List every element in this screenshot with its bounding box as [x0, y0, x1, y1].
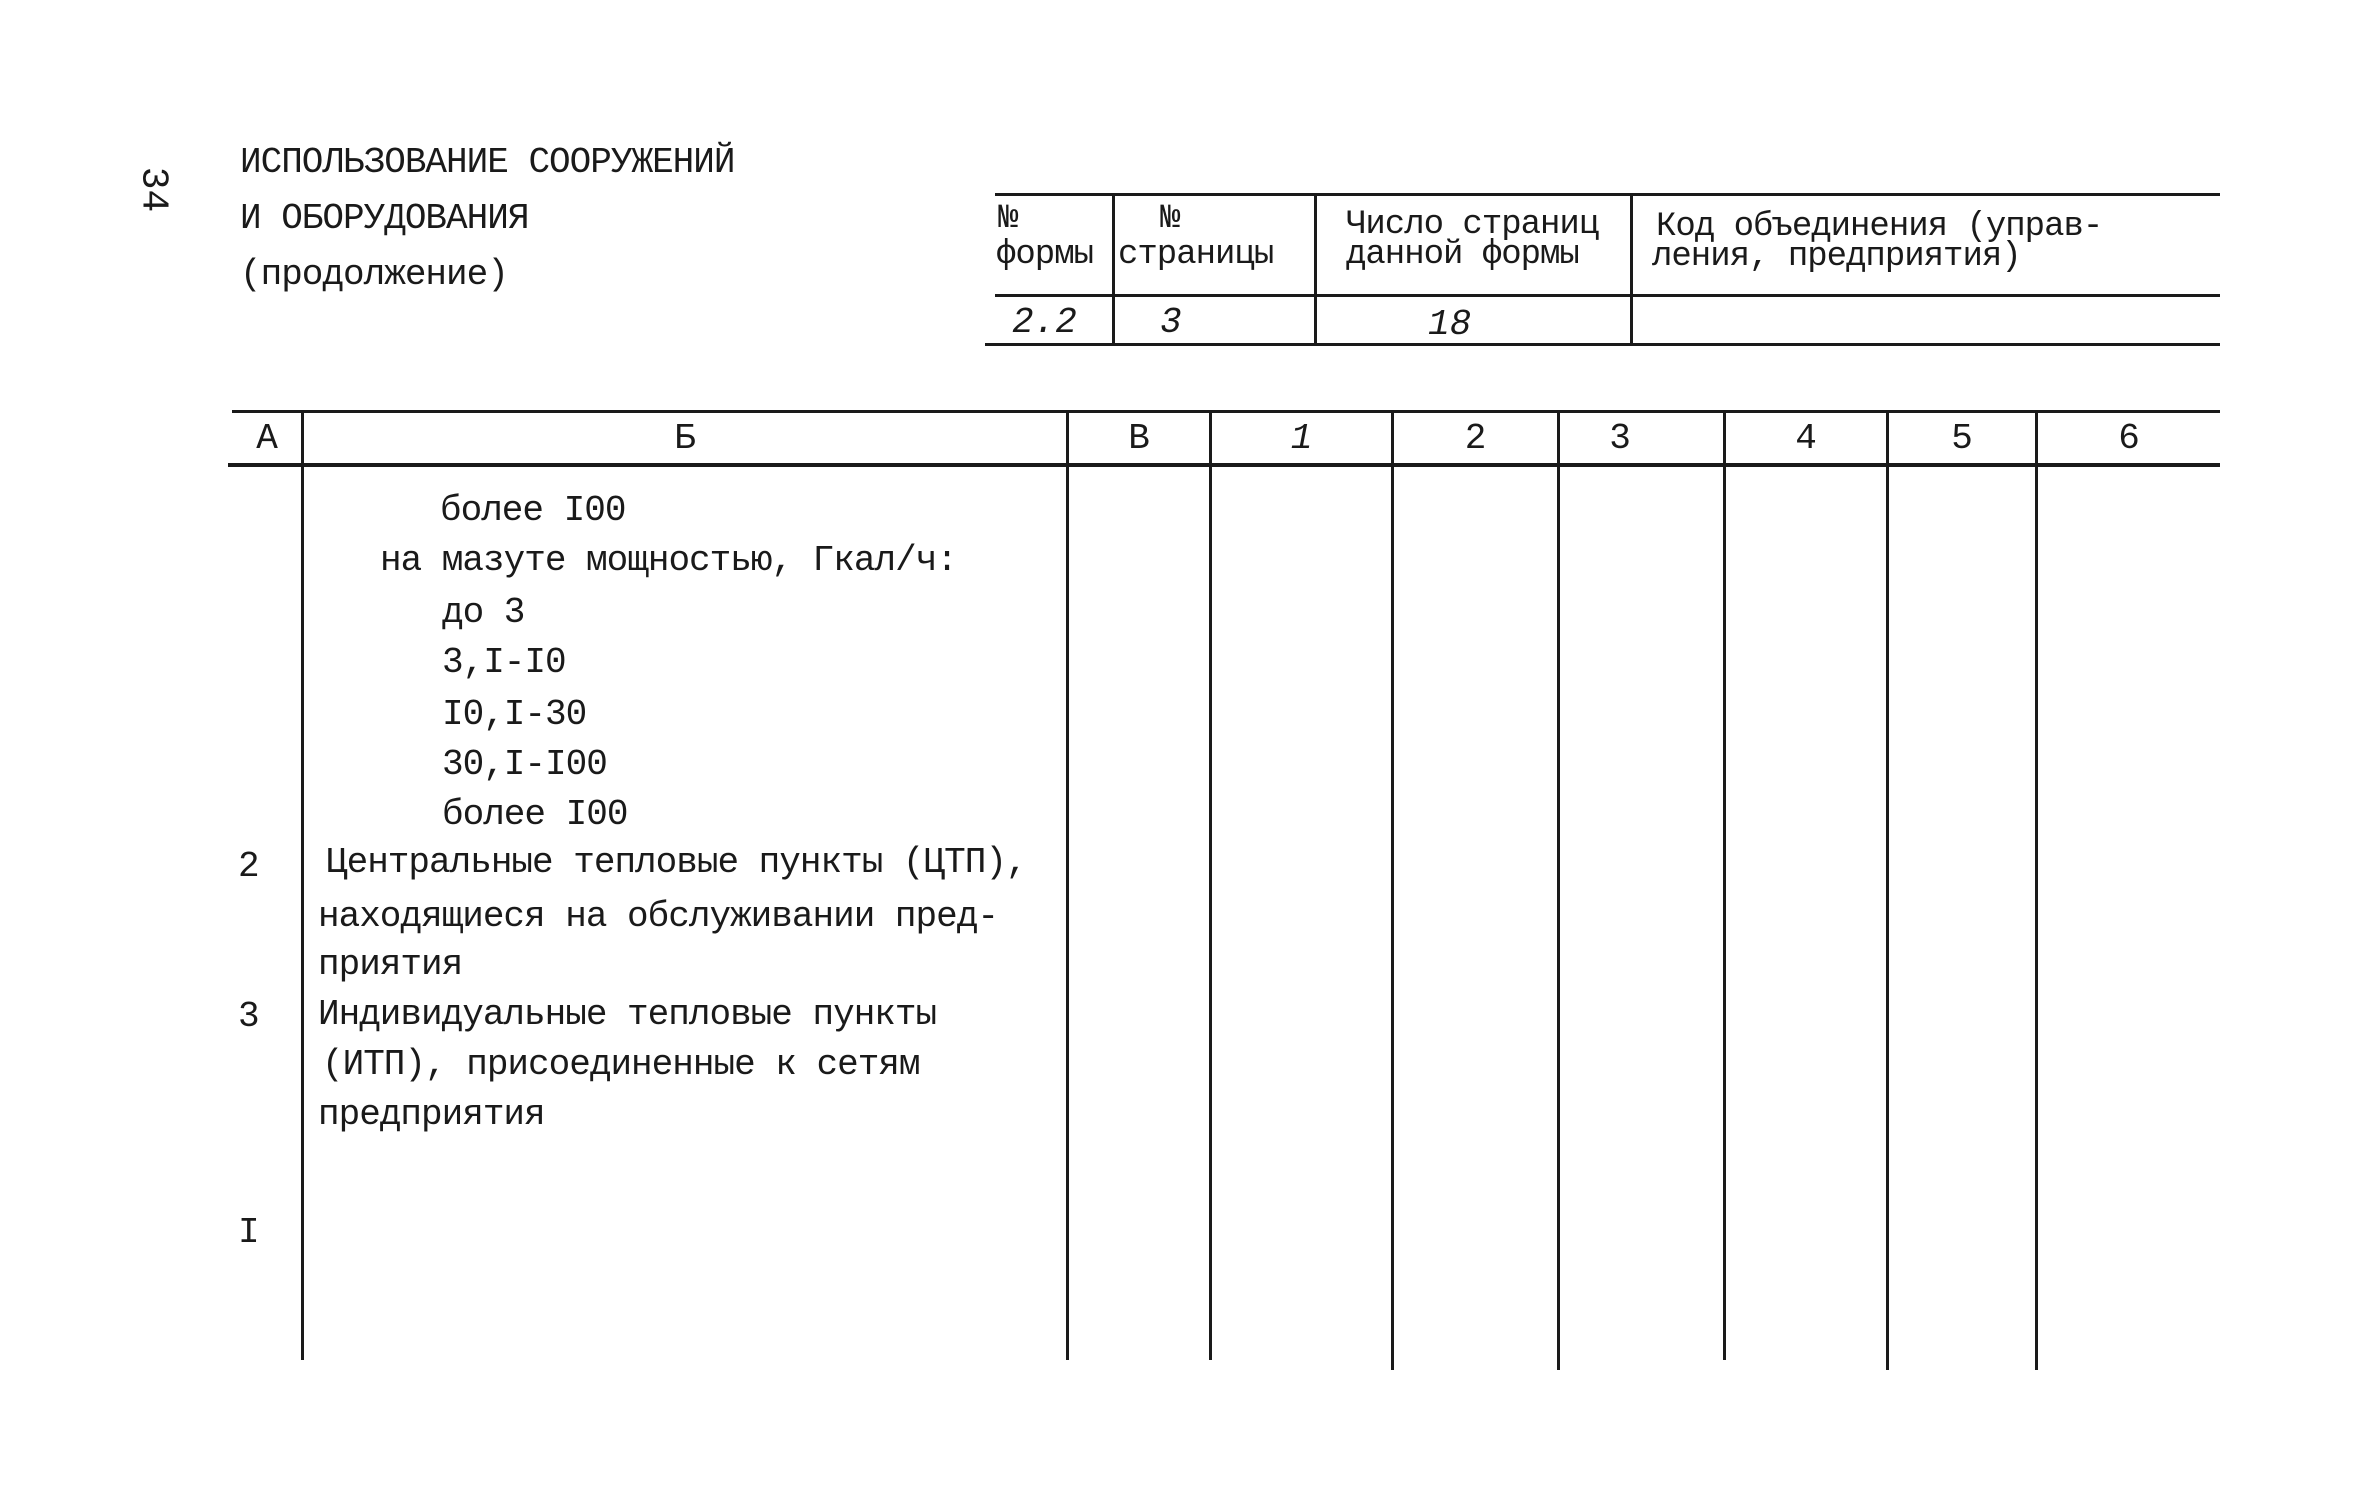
code-label-1: Код объединения (управ- [1656, 208, 2103, 246]
table-line: до 3 [442, 592, 525, 633]
table-line: (ИТП), присоединенные к сетям [322, 1044, 920, 1085]
table-line: 30,I-I00 [442, 744, 607, 785]
pages-count-value: 18 [1428, 304, 1472, 345]
table-line: предприятия [318, 1094, 545, 1135]
col-head-2: 2 [1464, 418, 1487, 459]
pages-count-label-1: Число страниц [1346, 206, 1599, 244]
page-no-value: 3 [1160, 302, 1182, 343]
col-head-4: 4 [1795, 418, 1817, 459]
col-head-a: А [256, 418, 278, 459]
table-line: на мазуте мощностью, Гкал/ч: [380, 540, 957, 581]
title-line-1: ИСПОЛЬЗОВАНИЕ СООРУЖЕНИЙ [240, 142, 735, 183]
title-line-3: (продолжение) [240, 254, 508, 295]
table-line: 3,I-I0 [442, 642, 566, 683]
form-no-value: 2.2 [1012, 302, 1077, 343]
table-line: I0,I-30 [442, 694, 587, 735]
table-line: Центральные тепловые пункты (ЦТП), [326, 842, 1027, 883]
title-line-2: И ОБОРУДОВАНИЯ [240, 198, 529, 239]
col-head-6: 6 [2118, 418, 2140, 459]
code-label-2: ления, предприятия) [1652, 238, 2021, 276]
row-number: 3 [238, 996, 260, 1037]
col-head-3: 3 [1609, 418, 1631, 459]
page-number: 34 [131, 166, 175, 213]
form-no-label-2: формы [996, 236, 1094, 274]
table-line: более I00 [440, 490, 626, 531]
page-no-label-1: № [1160, 200, 1180, 238]
table-line: более I00 [442, 794, 628, 835]
page-no-label-2: страницы [1118, 236, 1274, 274]
col-head-5: 5 [1951, 418, 1973, 459]
table-line: приятия [318, 944, 463, 985]
col-head-1: 1 [1290, 418, 1313, 459]
row-number: 2 [238, 846, 260, 887]
row-number: I [238, 1212, 260, 1253]
pages-count-label-2: данной формы [1346, 236, 1579, 274]
table-line: Индивидуальные тепловые пункты [318, 994, 937, 1035]
table-line: находящиеся на обслуживании пред- [318, 896, 998, 937]
form-no-label-1: № [998, 200, 1018, 238]
col-head-b: Б [674, 418, 696, 459]
col-head-v: В [1128, 418, 1150, 459]
